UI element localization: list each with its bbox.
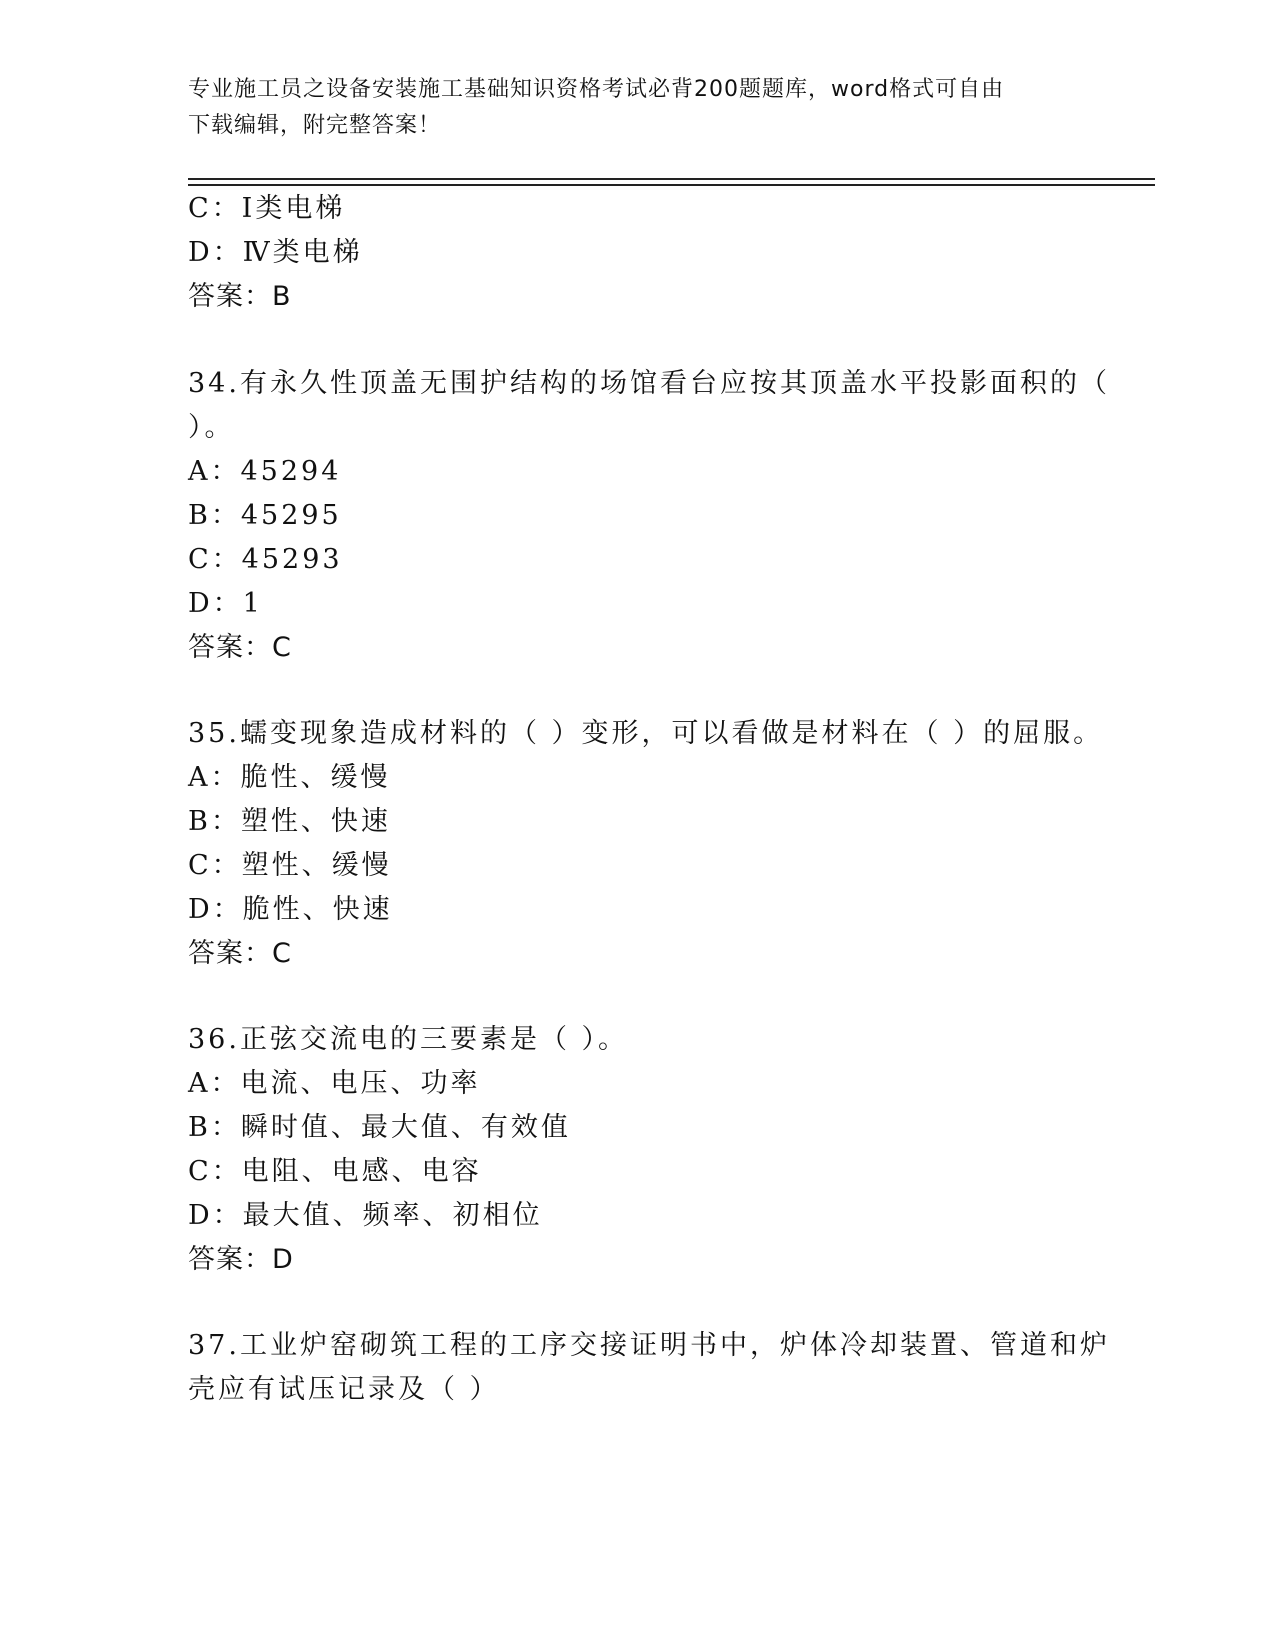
q36-option-c: C：电阻、电感、电容 bbox=[188, 1156, 482, 1187]
q36-stem: 36.正弦交流电的三要素是（ ）。 bbox=[188, 1024, 629, 1055]
q35-option-b: B：塑性、快速 bbox=[188, 806, 391, 837]
q34-option-d: D：1 bbox=[188, 588, 263, 619]
q35-option-c: C：塑性、缓慢 bbox=[188, 850, 392, 881]
header-line-1: 专业施工员之设备安装施工基础知识资格考试必背200题题库，word格式可自由 bbox=[188, 77, 1005, 102]
q35-stem: 35.蠕变现象造成材料的（ ）变形，可以看做是材料在（ ）的屈服。 bbox=[188, 718, 1104, 749]
q34-stem-line-2: ）。 bbox=[188, 412, 235, 443]
q34-option-b: B：45295 bbox=[188, 500, 342, 531]
header-divider-top bbox=[188, 178, 1155, 180]
q37-stem-line-1: 37.工业炉窑砌筑工程的工序交接证明书中，炉体冷却装置、管道和炉 bbox=[188, 1330, 1110, 1361]
q36-option-b: B：瞬时值、最大值、有效值 bbox=[188, 1112, 571, 1143]
q35-option-d: D：脆性、快速 bbox=[188, 894, 393, 925]
header-line-2: 下载编辑，附完整答案！ bbox=[188, 113, 442, 138]
q35-option-a: A：脆性、缓慢 bbox=[188, 762, 391, 793]
q34-option-c: C：45293 bbox=[188, 544, 343, 575]
q36-option-a: A：电流、电压、功率 bbox=[188, 1068, 481, 1099]
q34-stem-line-1: 34.有永久性顶盖无围护结构的场馆看台应按其顶盖水平投影面积的（ bbox=[188, 368, 1110, 399]
q34-option-a: A：45294 bbox=[188, 456, 342, 487]
prev-option-d: D：Ⅳ类电梯 bbox=[188, 237, 363, 268]
q36-option-d: D：最大值、频率、初相位 bbox=[188, 1200, 543, 1231]
q35-answer: 答案：C bbox=[188, 938, 292, 969]
document-header bbox=[188, 72, 1088, 144]
prev-answer: 答案：B bbox=[188, 281, 292, 312]
q34-answer: 答案：C bbox=[188, 632, 292, 663]
q37-stem-line-2: 壳应有试压记录及（ ） bbox=[188, 1374, 500, 1405]
prev-option-c: C：Ⅰ类电梯 bbox=[188, 193, 346, 224]
header-divider-bottom bbox=[188, 184, 1155, 186]
q36-answer: 答案：D bbox=[188, 1244, 294, 1275]
